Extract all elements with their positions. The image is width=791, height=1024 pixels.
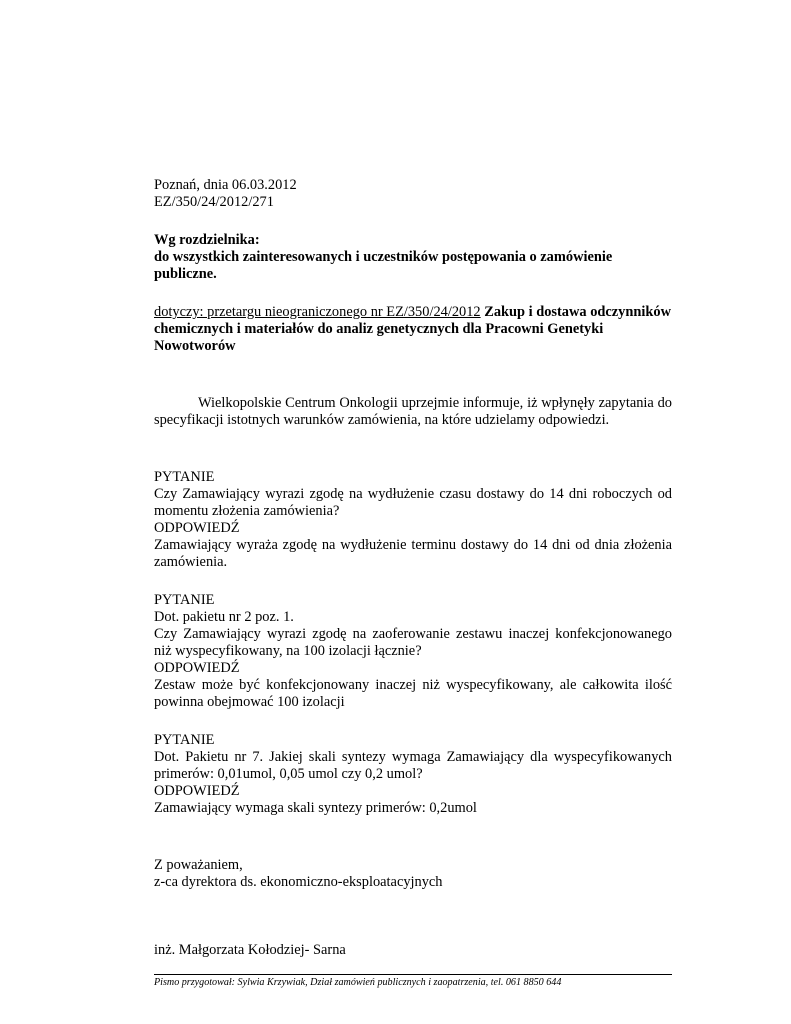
answer-text: Zestaw może być konfekcjonowany inaczej niż wyspecyfikowany, ale całkowita ilość powinna obejmować 100 izolacji	[154, 677, 672, 710]
question-reference: Dot. pakietu nr 2 poz. 1.	[154, 609, 294, 625]
qa-block-1	[154, 469, 672, 571]
question-label: PYTANIE	[154, 732, 215, 748]
question-text: Czy Zamawiający wyrazi zgodę na wydłużenie czasu dostawy do 14 dni roboczych od momentu złożenia zamówienia?	[154, 486, 672, 519]
question-text: Dot. Pakietu nr 7. Jakiej skali syntezy wymaga Zamawiający dla wyspecyfikowanych primerów: 0,01umol, 0,05 umol czy 0,2 umol?	[154, 749, 672, 782]
question-label: PYTANIE	[154, 592, 215, 608]
answer-text: Zamawiający wyraża zgodę na wydłużenie terminu dostawy do 14 dni od dnia złożenia zamówienia.	[154, 537, 672, 570]
subject-prefix: dotyczy: przetargu nieograniczonego nr EZ/350/24/2012	[154, 304, 481, 320]
subject-title: Zakup i dostawa odczynników chemicznych i materiałów do analiz genetycznych dla Pracowni Genetyki Nowotworów	[154, 304, 671, 354]
signatory-position: z-ca dyrektora ds. ekonomiczno-eksploatacyjnych	[154, 874, 443, 890]
answer-text: Zamawiający wymaga skali syntezy primerów: 0,2umol	[154, 800, 477, 816]
reference-number: EZ/350/24/2012/271	[154, 194, 274, 210]
addressee-title: Wg rozdzielnika:	[154, 232, 260, 248]
letter-body	[154, 177, 672, 959]
answer-label: ODPOWIEDŹ	[154, 660, 240, 676]
footer-prepared-by: Pismo przygotował: Sylwia Krzywiak, Dział zamówień publicznych i zaopatrzenia, tel. 061 8850 644	[154, 974, 672, 989]
question-text: Czy Zamawiający wyrazi zgodę na zaoferowanie zestawu inaczej konfekcjonowanego niż wyspecyfikowany, na 100 izolacji łącznie?	[154, 626, 672, 659]
place-date: Poznań, dnia 06.03.2012	[154, 177, 297, 193]
qa-block-3	[154, 732, 672, 817]
signatory-name: inż. Małgorzata Kołodziej- Sarna	[154, 942, 346, 958]
salutation: Z poważaniem,	[154, 857, 243, 873]
addressee-text: do wszystkich zainteresowanych i uczestników postępowania o zamówienie publiczne.	[154, 249, 613, 282]
answer-label: ODPOWIEDŹ	[154, 783, 240, 799]
intro-paragraph: Wielkopolskie Centrum Onkologii uprzejmie informuje, iż wpłynęły zapytania do specyfikacji istotnych warunków zamówienia, na które udzielamy odpowiedzi.	[154, 395, 672, 428]
subject	[154, 304, 672, 355]
qa-block-2	[154, 592, 672, 711]
answer-label: ODPOWIEDŹ	[154, 520, 240, 536]
question-label: PYTANIE	[154, 469, 215, 485]
